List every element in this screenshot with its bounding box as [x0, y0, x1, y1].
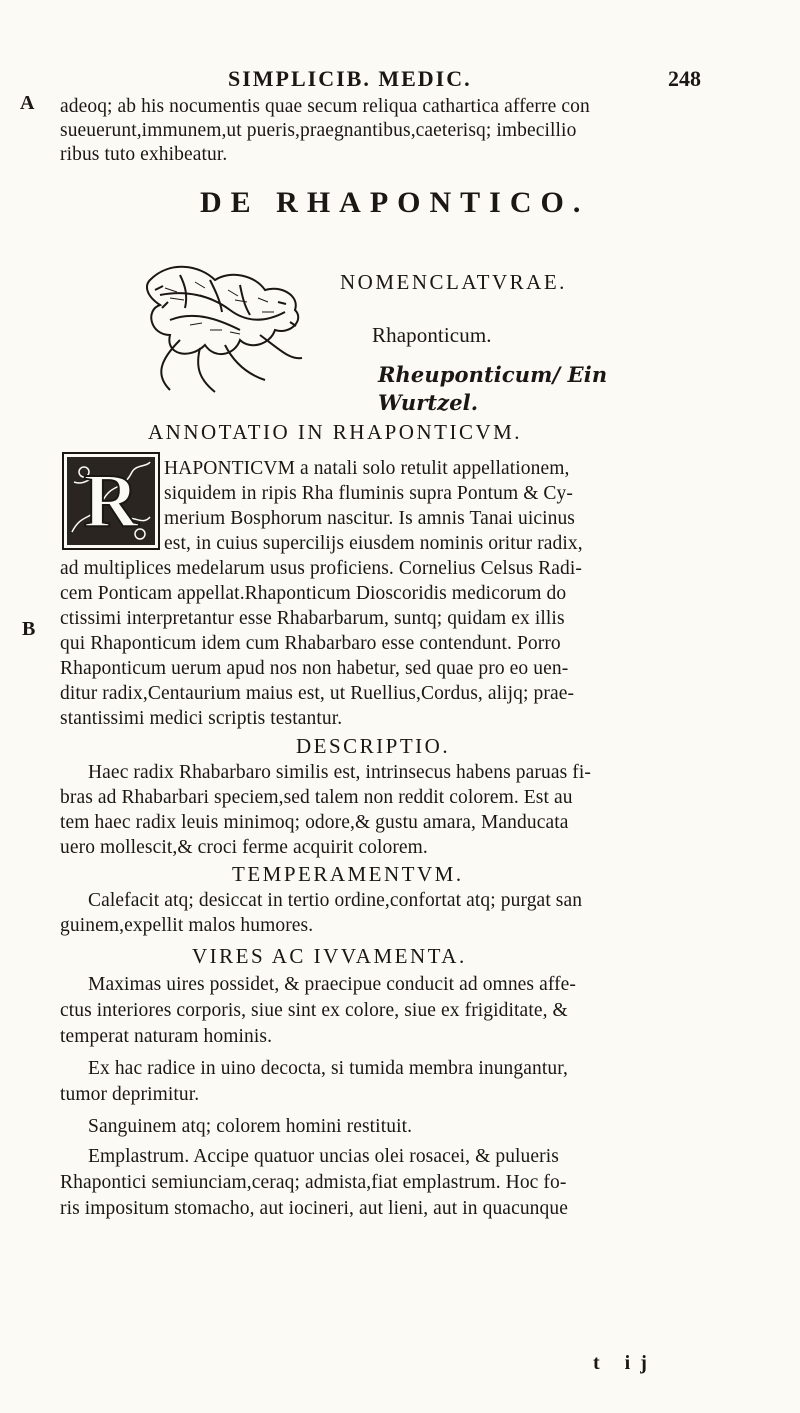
- margin-letter-a: A: [20, 92, 35, 114]
- name-latin: Rhaponticum.: [372, 323, 492, 347]
- section-title: DE RHAPONTICO.: [200, 186, 590, 219]
- virtues-line-8: Rhapontici semiunciam,ceraq; admista,fiat emplastrum. Hoc fo-: [60, 1172, 567, 1193]
- intro-line-2: sueuerunt,immunem,ut pueris,praegnantibus,caeterisq; imbecillio: [60, 120, 577, 141]
- annotation-line-10: ditur radix,Centaurium maius est, ut Ruellius,Cordus, alijq; prae-: [60, 683, 575, 704]
- annotation-line-7: ctissimi interpretantur esse Rhabarbarum, suntq; quidam ex illis: [60, 608, 565, 629]
- rhubarb-root-woodcut: [140, 250, 310, 400]
- virtues-line-7: Emplastrum. Accipe quatuor uncias olei rosacei, & pulueris: [88, 1146, 559, 1167]
- description-line-2: bras ad Rhabarbari speciem,sed talem non reddit colorem. Est au: [60, 787, 573, 808]
- description-line-3: tem haec radix leuis minimoq; odore,& gustu amara, Manducata: [60, 812, 569, 833]
- annotation-line-11: stantissimi medici scriptis testantur.: [60, 708, 343, 729]
- virtues-line-9: ris impositum stomacho, aut iocineri, aut lieni, aut in quacunque: [60, 1198, 568, 1219]
- running-header: SIMPLICIB. MEDIC.: [228, 66, 472, 91]
- name-german-line-1: Rheuponticum/ Ein: [378, 362, 608, 387]
- intro-line-3: ribus tuto exhibeatur.: [60, 144, 228, 165]
- intro-line-1: adeoq; ab his nocumentis quae secum reliqua cathartica afferre con: [60, 96, 590, 117]
- annotation-line-6: cem Ponticam appellat.Rhaponticum Dioscoridis medicorum do: [60, 583, 567, 604]
- description-heading: DESCRIPTIO.: [296, 734, 451, 758]
- name-german-line-2: Wurtzel.: [378, 390, 479, 415]
- virtues-line-6: Sanguinem atq; colorem homini restituit.: [88, 1116, 413, 1137]
- temperament-line-2: guinem,expellit malos humores.: [60, 915, 314, 936]
- annotation-line-2: siquidem in ripis Rha fluminis supra Pontum & Cy-: [164, 483, 573, 504]
- virtues-line-5: tumor deprimitur.: [60, 1084, 200, 1105]
- virtues-line-1: Maximas uires possidet, & praecipue conducit ad omnes affe-: [88, 974, 577, 995]
- margin-letter-b: B: [22, 618, 36, 640]
- page-number: 248: [668, 66, 701, 91]
- annotation-line-1: HAPONTICVM a natali solo retulit appellationem,: [164, 458, 570, 479]
- annotation-line-5: ad multiplices medelarum usus proficiens. Cornelius Celsus Radi-: [60, 558, 582, 579]
- annotation-line-3: merium Bosphorum nascitur. Is amnis Tanai uicinus: [164, 508, 576, 529]
- description-line-4: uero mollescit,& croci ferme acquirit colorem.: [60, 837, 428, 858]
- decorated-initial-letter: R: [83, 458, 139, 543]
- annotation-line-9: Rhaponticum uerum apud nos non habetur, sed quae pro eo uen-: [60, 658, 569, 679]
- annotation-line-4: est, in cuius supercilijs eiusdem nominis oritur radix,: [164, 533, 583, 554]
- signature-mark: t ij: [593, 1352, 657, 1374]
- virtues-heading: VIRES AC IVVAMENTA.: [192, 944, 467, 968]
- temperament-line-1: Calefacit atq; desiccat in tertio ordine,confortat atq; purgat san: [88, 890, 583, 911]
- virtues-line-3: temperat naturam hominis.: [60, 1026, 273, 1047]
- virtues-line-2: ctus interiores corporis, siue sint ex colore, siue ex frigiditate, &: [60, 1000, 568, 1021]
- virtues-line-4: Ex hac radice in uino decocta, si tumida membra inungantur,: [88, 1058, 569, 1079]
- nomenclature-heading: NOMENCLATVRAE.: [340, 270, 567, 294]
- temperament-heading: TEMPERAMENTVM.: [232, 862, 464, 886]
- description-line-1: Haec radix Rhabarbaro similis est, intrinsecus habens paruas fi-: [88, 762, 591, 783]
- annotation-heading: ANNOTATIO IN RHAPONTICVM.: [148, 420, 523, 444]
- annotation-line-8: qui Rhaponticum idem cum Rhabarbaro esse contendunt. Porro: [60, 633, 561, 654]
